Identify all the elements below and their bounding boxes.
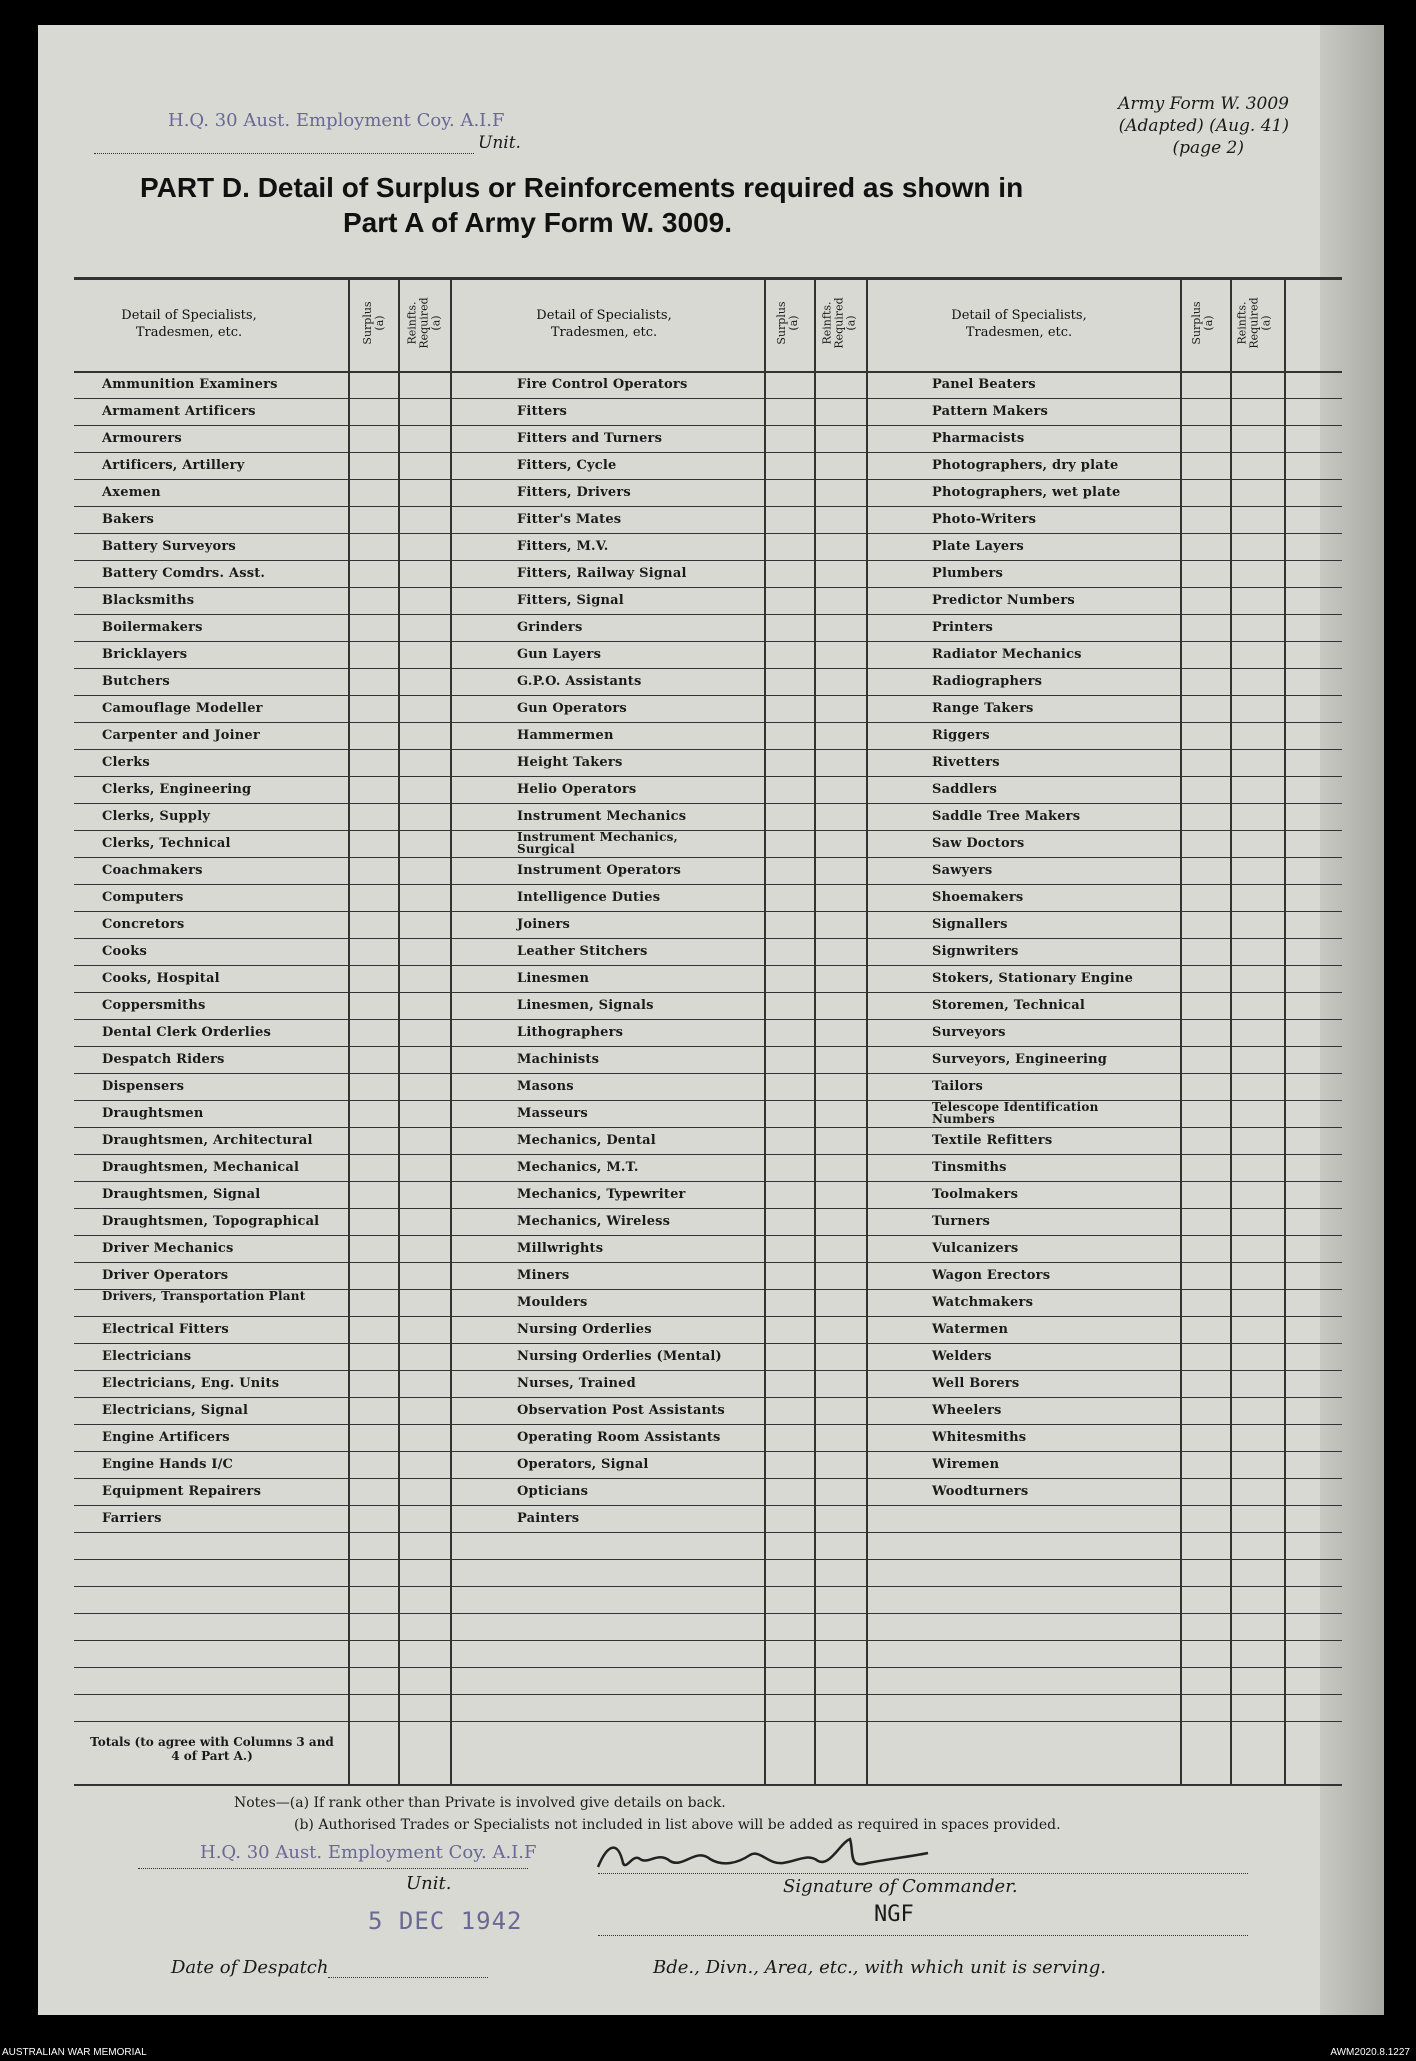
table-row-rule (74, 992, 1342, 993)
table-row-rule (74, 1100, 1342, 1101)
trade-label: Radiator Mechanics (932, 647, 1082, 662)
trade-label: Toolmakers (932, 1187, 1019, 1202)
table-row-rule (74, 371, 1342, 373)
table-row-rule (74, 641, 1342, 642)
trade-label: Plumbers (932, 566, 1004, 581)
trade-label: Millwrights (517, 1241, 604, 1256)
serving-label: Bde., Divn., Area, etc., with which unit is serving. (653, 1957, 1106, 1978)
serving-line (598, 1935, 1248, 1936)
table-row-rule (74, 398, 1342, 399)
trade-label: Fire Control Operators (517, 377, 688, 392)
table-row-rule (74, 1181, 1342, 1182)
trade-label: Grinders (517, 620, 583, 635)
footer-unit-line (138, 1868, 528, 1869)
table-row-rule (74, 1694, 1342, 1695)
trade-label: Leather Stitchers (517, 944, 648, 959)
trade-label: Watchmakers (932, 1295, 1034, 1310)
table-row-rule (74, 722, 1342, 723)
trade-label: Surveyors (932, 1025, 1006, 1040)
trade-label: Telescope Identification Numbers (932, 1100, 1099, 1126)
note-b: (b) Authorised Trades or Specialists not included in list above will be added as required in spaces provided. (294, 1817, 1061, 1833)
trade-label: Helio Operators (517, 782, 637, 797)
trade-label: Woodturners (932, 1484, 1029, 1499)
trade-label: Artificers, Artillery (102, 458, 245, 473)
table-row-rule (74, 506, 1342, 507)
trade-label: Observation Post Assistants (517, 1403, 725, 1418)
unit-label: Unit. (478, 133, 521, 153)
table-row-rule (74, 965, 1342, 966)
table-row-rule (74, 1316, 1342, 1317)
trade-label: Engine Hands I/C (102, 1457, 234, 1472)
note-a: Notes—(a) If rank other than Private is involved give details on back. (234, 1795, 726, 1811)
trade-label: Nurses, Trained (517, 1376, 636, 1391)
archive-credit-right: AWM2020.8.1227 (1330, 2047, 1410, 2058)
col-header-reinfts-3: Reinfts. Required (a) (1236, 297, 1273, 349)
trade-label: Fitters, Signal (517, 593, 624, 608)
trade-label: Mechanics, Wireless (517, 1214, 671, 1229)
table-row-rule (74, 884, 1342, 885)
trade-label: Textile Refitters (932, 1133, 1053, 1148)
table-row-rule (74, 1478, 1342, 1479)
table-row-rule (74, 1784, 1342, 1786)
trade-label: Plate Layers (932, 539, 1024, 554)
signature-label: Signature of Commander. (783, 1876, 1018, 1897)
trade-label: Sawyers (932, 863, 993, 878)
trade-label: Operating Room Assistants (517, 1430, 721, 1445)
trade-label: Joiners (517, 917, 571, 932)
trade-label: Dental Clerk Orderlies (102, 1025, 272, 1040)
col-header-reinfts-2: Reinfts. Required (a) (821, 297, 858, 349)
trade-label: Fitters (517, 404, 568, 419)
trade-label: Electricians, Eng. Units (102, 1376, 280, 1391)
col-header-surplus-1: Surplus (a) (361, 301, 386, 345)
table-row-rule (74, 1424, 1342, 1425)
trade-label: Cooks, Hospital (102, 971, 220, 986)
trade-label: Dispensers (102, 1079, 185, 1094)
table-row-rule (74, 1343, 1342, 1344)
trade-label: Fitters, M.V. (517, 539, 609, 554)
table-row-rule (74, 1262, 1342, 1263)
trade-label: Gun Layers (517, 647, 602, 662)
page-title: PART D. Detail of Surplus or Reinforcements required as shown in (140, 172, 1024, 203)
trade-label: Opticians (517, 1484, 589, 1499)
trade-label: Draughtsmen, Topographical (102, 1214, 320, 1229)
trade-label: Fitter's Mates (517, 512, 622, 527)
date-of-despatch-label: Date of Despatch (171, 1957, 329, 1978)
trade-label: Intelligence Duties (517, 890, 661, 905)
trade-label: Signwriters (932, 944, 1019, 959)
trade-label: Saw Doctors (932, 836, 1025, 851)
table-row-rule (74, 560, 1342, 561)
table-row-rule (74, 277, 1342, 280)
trade-label: Nursing Orderlies (Mental) (517, 1349, 722, 1364)
trade-label: Range Takers (932, 701, 1034, 716)
date-stamp: 5 DEC 1942 (368, 1907, 523, 1935)
trade-label: Linesmen, Signals (517, 998, 654, 1013)
trade-label: Axemen (102, 485, 161, 500)
table-row-rule (74, 614, 1342, 615)
trade-label: Watermen (932, 1322, 1009, 1337)
trade-label: Blacksmiths (102, 593, 195, 608)
trade-label: Photo-Writers (932, 512, 1037, 527)
footer-unit-label: Unit. (406, 1873, 452, 1894)
table-row-rule (74, 1154, 1342, 1155)
trade-label: Mechanics, Dental (517, 1133, 656, 1148)
table-row-rule (74, 1019, 1342, 1020)
trade-label: Armament Artificers (102, 404, 256, 419)
trade-label: Computers (102, 890, 184, 905)
trade-label: Tailors (932, 1079, 983, 1094)
trade-label: Hammermen (517, 728, 614, 743)
trade-label: Driver Operators (102, 1268, 229, 1283)
trade-label: Instrument Mechanics (517, 809, 687, 824)
trade-label: Whitesmiths (932, 1430, 1027, 1445)
archive-credit-left: AUSTRALIAN WAR MEMORIAL (2, 2047, 147, 2058)
trade-label: Battery Comdrs. Asst. (102, 566, 266, 581)
page-subtitle: Part A of Army Form W. 3009. (343, 207, 732, 238)
trade-label: Fitters, Cycle (517, 458, 617, 473)
table-row-rule (74, 1613, 1342, 1614)
trade-label: Mechanics, Typewriter (517, 1187, 686, 1202)
table-row-rule (74, 1073, 1342, 1074)
trade-label: Equipment Repairers (102, 1484, 262, 1499)
trade-label: G.P.O. Assistants (517, 674, 642, 689)
col-header-surplus-3: Surplus (a) (1190, 301, 1215, 345)
trade-label: Radiographers (932, 674, 1043, 689)
table-row-rule (74, 1667, 1342, 1668)
trades-table (74, 277, 1342, 1786)
form-number-line2: (Adapted) (Aug. 41) (1118, 116, 1289, 136)
col-header-detail-2: Detail of Specialists, Tradesmen, etc. (536, 308, 672, 340)
trade-label: Cooks (102, 944, 148, 959)
table-row-rule (74, 587, 1342, 588)
trade-label: Machinists (517, 1052, 600, 1067)
table-row-rule (74, 1046, 1342, 1047)
trade-label: Wiremen (932, 1457, 1000, 1472)
trade-label: Signallers (932, 917, 1008, 932)
trade-label: Pharmacists (932, 431, 1025, 446)
trade-label: Moulders (517, 1295, 588, 1310)
table-row-rule (74, 1127, 1342, 1128)
trade-label: Farriers (102, 1511, 162, 1526)
trade-label: Battery Surveyors (102, 539, 236, 554)
unit-dotted-line (94, 153, 474, 154)
trade-label: Instrument Operators (517, 863, 681, 878)
trade-label: Wagon Erectors (932, 1268, 1051, 1283)
trade-label: Coppersmiths (102, 998, 206, 1013)
table-row-rule (74, 695, 1342, 696)
trade-label: Saddlers (932, 782, 997, 797)
table-row-rule (74, 452, 1342, 453)
table-row-rule (74, 938, 1342, 939)
col-header-reinfts-1: Reinfts. Required (a) (406, 297, 443, 349)
trade-label: Draughtsmen, Architectural (102, 1133, 313, 1148)
trade-label: Riggers (932, 728, 990, 743)
trade-label: Masons (517, 1079, 574, 1094)
table-row-rule (74, 1532, 1342, 1533)
trade-label: Gun Operators (517, 701, 627, 716)
trade-label: Rivetters (932, 755, 1000, 770)
table-row-rule (74, 1505, 1342, 1506)
trade-label: Draughtsmen, Mechanical (102, 1160, 300, 1175)
table-row-rule (74, 911, 1342, 912)
trade-label: Photographers, dry plate (932, 458, 1119, 473)
signature-line (598, 1873, 1248, 1874)
table-row-rule (74, 1397, 1342, 1398)
unit-stamp: H.Q. 30 Aust. Employment Coy. A.I.F (168, 110, 505, 131)
date-line (328, 1977, 488, 1978)
trade-label: Drivers, Transportation Plant (102, 1289, 306, 1303)
col-header-surplus-2: Surplus (a) (775, 301, 800, 345)
form-number-line3: (page 2) (1172, 138, 1244, 158)
trade-label: Operators, Signal (517, 1457, 649, 1472)
form-page (38, 25, 1384, 2015)
trade-label: Fitters, Railway Signal (517, 566, 687, 581)
trade-label: Welders (932, 1349, 992, 1364)
trade-label: Vulcanizers (932, 1241, 1019, 1256)
table-row-rule (74, 1451, 1342, 1452)
trade-label: Electricians (102, 1349, 192, 1364)
form-number-line1: Army Form W. 3009 (1118, 94, 1289, 114)
trade-label: Wheelers (932, 1403, 1002, 1418)
trade-label: Draughtsmen (102, 1106, 204, 1121)
trade-label: Surveyors, Engineering (932, 1052, 1108, 1067)
trade-label: Bakers (102, 512, 155, 527)
trade-label: Miners (517, 1268, 570, 1283)
col-header-detail-1: Detail of Specialists, Tradesmen, etc. (121, 308, 257, 340)
table-row-rule (74, 1559, 1342, 1560)
signature-image (578, 1833, 958, 1877)
trade-label: Saddle Tree Makers (932, 809, 1081, 824)
table-row-rule (74, 1235, 1342, 1236)
table-row-rule (74, 1370, 1342, 1371)
trade-label: Butchers (102, 674, 170, 689)
trade-label: Instrument Mechanics, Surgical (517, 830, 678, 856)
table-row-rule (74, 668, 1342, 669)
trade-label: Nursing Orderlies (517, 1322, 652, 1337)
table-row-rule (74, 533, 1342, 534)
trade-label: Panel Beaters (932, 377, 1036, 392)
trade-label: Carpenter and Joiner (102, 728, 260, 743)
trade-label: Fitters, Drivers (517, 485, 631, 500)
totals-label: Totals (to agree with Columns 3 and 4 of Part A.) (90, 1735, 334, 1763)
table-row-rule (74, 776, 1342, 777)
table-row-rule (74, 857, 1342, 858)
trade-label: Clerks, Technical (102, 836, 231, 851)
trade-label: Painters (517, 1511, 580, 1526)
trade-label: Stokers, Stationary Engine (932, 971, 1134, 986)
trade-label: Armourers (102, 431, 182, 446)
form-number (1029, 93, 1289, 159)
trade-label: Driver Mechanics (102, 1241, 234, 1256)
trade-label: Bricklayers (102, 647, 188, 662)
trade-label: Clerks, Engineering (102, 782, 252, 797)
trade-label: Engine Artificers (102, 1430, 230, 1445)
trade-label: Electrical Fitters (102, 1322, 229, 1337)
trade-label: Photographers, wet plate (932, 485, 1121, 500)
trade-label: Boilermakers (102, 620, 203, 635)
trade-label: Turners (932, 1214, 991, 1229)
trade-label: Storemen, Technical (932, 998, 1086, 1013)
trade-label: Electricians, Signal (102, 1403, 249, 1418)
trade-label: Shoemakers (932, 890, 1024, 905)
trade-label: Ammunition Examiners (102, 377, 278, 392)
trade-label: Masseurs (517, 1106, 588, 1121)
trade-label: Predictor Numbers (932, 593, 1075, 608)
table-row-rule (74, 1721, 1342, 1722)
trade-label: Mechanics, M.T. (517, 1160, 639, 1175)
trade-label: Lithographers (517, 1025, 624, 1040)
trade-label: Draughtsmen, Signal (102, 1187, 261, 1202)
trade-label: Despatch Riders (102, 1052, 225, 1067)
trade-label: Camouflage Modeller (102, 701, 263, 716)
table-row-rule (74, 1586, 1342, 1587)
trade-label: Height Takers (517, 755, 623, 770)
trade-label: Coachmakers (102, 863, 203, 878)
table-row-rule (74, 425, 1342, 426)
trade-label: Printers (932, 620, 994, 635)
trade-label: Fitters and Turners (517, 431, 663, 446)
trade-label: Concretors (102, 917, 185, 932)
serving-value: NGF (874, 1902, 914, 1927)
col-header-detail-3: Detail of Specialists, Tradesmen, etc. (951, 308, 1087, 340)
trade-label: Clerks (102, 755, 150, 770)
table-row-rule (74, 749, 1342, 750)
trade-label: Pattern Makers (932, 404, 1049, 419)
footer-unit-stamp: H.Q. 30 Aust. Employment Coy. A.I.F (200, 1842, 537, 1863)
trade-label: Tinsmiths (932, 1160, 1007, 1175)
trade-label: Clerks, Supply (102, 809, 211, 824)
table-row-rule (74, 1208, 1342, 1209)
table-row-rule (74, 803, 1342, 804)
trade-label: Linesmen (517, 971, 590, 986)
table-row-rule (74, 479, 1342, 480)
trade-label: Well Borers (932, 1376, 1020, 1391)
table-row-rule (74, 1640, 1342, 1641)
